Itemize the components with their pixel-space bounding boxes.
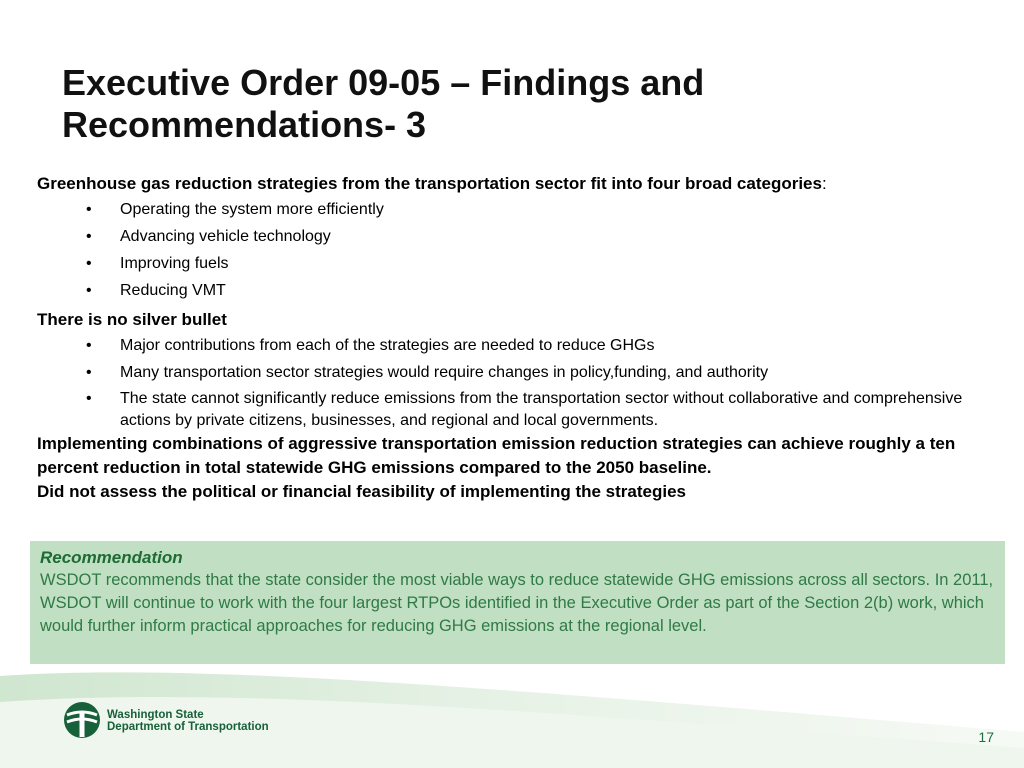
- categories-lead: [37, 170, 997, 198]
- wsdot-emblem-icon: [63, 701, 101, 739]
- list-item-text: Major contributions from each of the strategies are needed to reduce GHGs: [120, 337, 655, 354]
- logo-text: [107, 709, 269, 733]
- bullet-icon: •: [86, 255, 92, 272]
- silver-bullet-list: [37, 334, 997, 432]
- list-item: [37, 252, 970, 275]
- recommendation-title: Recommendation: [40, 548, 183, 567]
- list-item-text: The state cannot significantly reduce emissions from the transportation sector without collaborative and comprehensive actions by private citizens, businesses, and regional and local governments.: [120, 390, 963, 429]
- bullet-icon: •: [86, 337, 92, 354]
- logo-line-2: Department of Transportation: [107, 721, 269, 733]
- emission-reduction-paragraph: Implementing combinations of aggressive transportation emission reduction strategies can achieve roughly a ten percent reduction in total statewide GHG emissions compared to the 2050 baseline.: [37, 434, 956, 477]
- slide-content: [37, 170, 997, 504]
- bullet-icon: •: [86, 201, 92, 218]
- list-item: [37, 361, 970, 384]
- list-item-text: Advancing vehicle technology: [120, 228, 331, 245]
- list-item: [37, 225, 970, 248]
- list-item-text: Operating the system more efficiently: [120, 201, 384, 218]
- bullet-icon: •: [86, 390, 92, 407]
- logo-line-1: Washington State: [107, 709, 204, 721]
- recommendation-text: WSDOT recommends that the state consider the most viable ways to reduce statewide GHG emissions across all sectors. In 2011, WSDOT will continue to work with the four largest RTPOs identified in the Executive Order as part of the Section 2(b) work, which would further inform practical approaches for reducing GHG emissions at the regional level.: [40, 571, 994, 635]
- list-item-text: Improving fuels: [120, 255, 229, 272]
- list-item: [37, 334, 970, 357]
- bullet-icon: •: [86, 282, 92, 299]
- bullet-icon: •: [86, 228, 92, 245]
- list-item: [37, 279, 970, 302]
- list-item-text: Many transportation sector strategies would require changes in policy,funding, and authority: [120, 364, 769, 381]
- feasibility-paragraph: Did not assess the political or financial feasibility of implementing the strategies: [37, 482, 686, 501]
- slide-title: Executive Order 09-05 – Findings and Recommendations- 3: [62, 62, 705, 145]
- bullet-icon: •: [86, 364, 92, 381]
- wsdot-logo: [63, 701, 303, 739]
- categories-lead-colon: :: [821, 174, 827, 193]
- page-number: 17: [978, 729, 994, 745]
- list-item-text: Reducing VMT: [120, 282, 226, 299]
- list-item: [37, 388, 970, 432]
- categories-lead-text: Greenhouse gas reduction strategies from the transportation sector fit into four broad categories: [37, 174, 822, 193]
- list-item: [37, 198, 970, 221]
- categories-list: [37, 198, 997, 302]
- silver-bullet-lead: There is no silver bullet: [37, 310, 227, 329]
